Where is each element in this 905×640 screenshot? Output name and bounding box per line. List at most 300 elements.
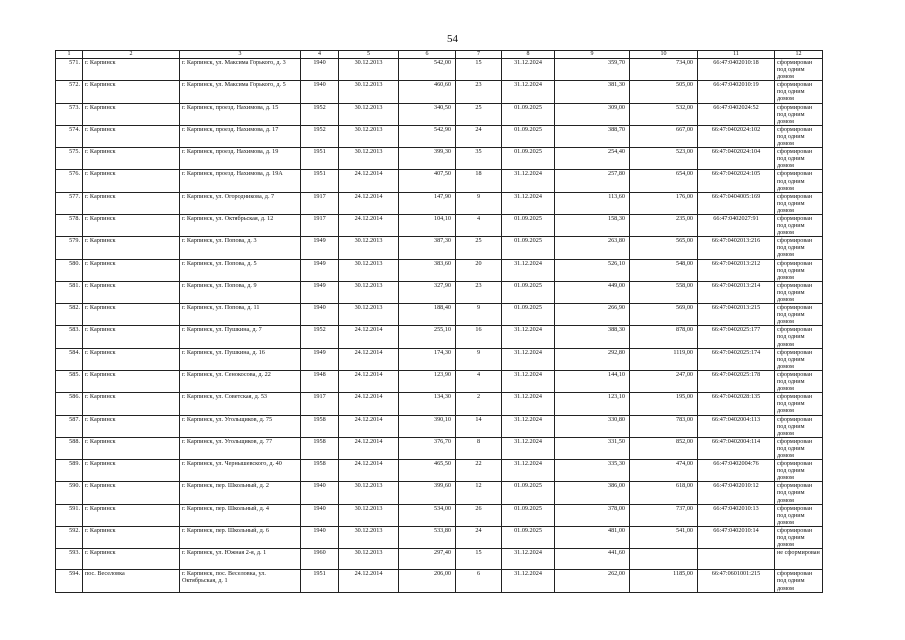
- table-row: [56, 81, 823, 103]
- cell-land-area: 235,00: [630, 214, 698, 236]
- cell-status: сформирован под одним домом: [775, 281, 823, 303]
- cell-date: 30.12.2013: [339, 59, 399, 81]
- table-row: [56, 304, 823, 326]
- cell-living-area: 526,10: [555, 259, 630, 281]
- cell-year: 1958: [301, 437, 339, 459]
- cell-year: 1917: [301, 214, 339, 236]
- cell-district: г. Карпинск: [83, 437, 180, 459]
- cell-residents: 23: [456, 281, 502, 303]
- cell-year: 1917: [301, 393, 339, 415]
- cell-living-area: 449,00: [555, 281, 630, 303]
- cell-area: 534,00: [399, 504, 456, 526]
- cell-cadastral: 66:47:0402025:178: [698, 370, 775, 392]
- cell-address: г. Карпинск, проезд. Нахимова, д. 19А: [180, 170, 301, 192]
- cell-status: сформирован под одним домом: [775, 304, 823, 326]
- cell-address: г. Карпинск, ул. Максима Горького, д. 5: [180, 81, 301, 103]
- cell-num: 572.: [56, 81, 83, 103]
- cell-status: сформирован под одним домом: [775, 59, 823, 81]
- cell-deadline: 01.09.2025: [502, 304, 555, 326]
- cell-num: 591.: [56, 504, 83, 526]
- cell-land-area: 505,00: [630, 81, 698, 103]
- table-row: [56, 125, 823, 147]
- cell-address: г. Карпинск, ул. Угольщиков, д. 75: [180, 415, 301, 437]
- cell-area: 387,30: [399, 237, 456, 259]
- cell-land-area: 569,00: [630, 304, 698, 326]
- cell-land-area: 783,00: [630, 415, 698, 437]
- cell-address: г. Карпинск, ул. Южная 2-я, д. 1: [180, 549, 301, 570]
- cell-date: 30.12.2013: [339, 304, 399, 326]
- cell-land-area: 195,00: [630, 393, 698, 415]
- table-row: [56, 59, 823, 81]
- cell-num: 587.: [56, 415, 83, 437]
- cell-cadastral: 66:47:0402013:212: [698, 259, 775, 281]
- cell-cadastral: 66:47:0601001:215: [698, 570, 775, 592]
- cell-address: г. Карпинск, ул. Максима Горького, д. 3: [180, 59, 301, 81]
- page-number: 54: [447, 33, 458, 45]
- cell-cadastral: 66:47:0402013:214: [698, 281, 775, 303]
- cell-address: г. Карпинск, проезд. Нахимова, д. 19: [180, 148, 301, 170]
- cell-area: 383,60: [399, 259, 456, 281]
- table-row: [56, 148, 823, 170]
- cell-land-area: 852,00: [630, 437, 698, 459]
- cell-status: сформирован под одним домом: [775, 81, 823, 103]
- cell-date: 30.12.2013: [339, 148, 399, 170]
- table-row: [56, 437, 823, 459]
- cell-residents: 15: [456, 59, 502, 81]
- cell-cadastral: 66:47:0404005:169: [698, 192, 775, 214]
- cell-status: сформирован под одним домом: [775, 437, 823, 459]
- cell-residents: 25: [456, 103, 502, 125]
- cell-district: пос. Веселовка: [83, 570, 180, 592]
- cell-land-area: 176,00: [630, 192, 698, 214]
- cell-land-area: 654,00: [630, 170, 698, 192]
- table-row: [56, 326, 823, 348]
- cell-address: г. Карпинск, ул. Пушкина, д. 16: [180, 348, 301, 370]
- cell-living-area: 386,00: [555, 482, 630, 504]
- cell-living-area: 378,00: [555, 504, 630, 526]
- cell-num: 594.: [56, 570, 83, 592]
- cell-residents: 35: [456, 148, 502, 170]
- cell-address: г. Карпинск, проезд. Нахимова, д. 15: [180, 103, 301, 125]
- cell-living-area: 309,00: [555, 103, 630, 125]
- cell-num: 588.: [56, 437, 83, 459]
- cell-area: 255,10: [399, 326, 456, 348]
- cell-date: 24.12.2014: [339, 326, 399, 348]
- cell-area: 297,40: [399, 549, 456, 570]
- cell-cadastral: 66:47:0402010:12: [698, 482, 775, 504]
- cell-land-area: 734,00: [630, 59, 698, 81]
- cell-status: сформирован под одним домом: [775, 170, 823, 192]
- cell-cadastral: 66:47:0402025:174: [698, 348, 775, 370]
- cell-num: 579.: [56, 237, 83, 259]
- cell-year: 1940: [301, 482, 339, 504]
- cell-year: 1949: [301, 281, 339, 303]
- cell-cadastral: 66:47:0402028:135: [698, 393, 775, 415]
- cell-deadline: 31.12.2024: [502, 192, 555, 214]
- cell-cadastral: [698, 549, 775, 570]
- cell-deadline: 31.12.2024: [502, 549, 555, 570]
- cell-year: 1951: [301, 148, 339, 170]
- cell-deadline: 31.12.2024: [502, 81, 555, 103]
- cell-status: сформирован под одним домом: [775, 393, 823, 415]
- cell-area: 399,30: [399, 148, 456, 170]
- cell-date: 24.12.2014: [339, 370, 399, 392]
- cell-living-area: 144,10: [555, 370, 630, 392]
- cell-deadline: 01.09.2025: [502, 237, 555, 259]
- column-number-7: 7: [456, 51, 502, 59]
- cell-deadline: 31.12.2024: [502, 348, 555, 370]
- cell-area: 376,70: [399, 437, 456, 459]
- column-number-12: 12: [775, 51, 823, 59]
- column-number-8: 8: [502, 51, 555, 59]
- cell-deadline: 31.12.2024: [502, 460, 555, 482]
- cell-year: 1940: [301, 304, 339, 326]
- table-row: [56, 504, 823, 526]
- cell-land-area: 737,00: [630, 504, 698, 526]
- cell-area: 407,50: [399, 170, 456, 192]
- cell-district: г. Карпинск: [83, 482, 180, 504]
- cell-status: сформирован под одним домом: [775, 259, 823, 281]
- cell-status: сформирован под одним домом: [775, 504, 823, 526]
- cell-area: 460,60: [399, 81, 456, 103]
- cell-num: 585.: [56, 370, 83, 392]
- table-row: [56, 482, 823, 504]
- cell-num: 573.: [56, 103, 83, 125]
- cell-deadline: 01.09.2025: [502, 103, 555, 125]
- cell-date: 24.12.2014: [339, 214, 399, 236]
- cell-residents: 9: [456, 304, 502, 326]
- cell-district: г. Карпинск: [83, 125, 180, 147]
- cell-address: г. Карпинск, пер. Школьный, д. 4: [180, 504, 301, 526]
- cell-status: сформирован под одним домом: [775, 148, 823, 170]
- cell-date: 30.12.2013: [339, 549, 399, 570]
- cell-num: 571.: [56, 59, 83, 81]
- cell-district: г. Карпинск: [83, 192, 180, 214]
- cell-district: г. Карпинск: [83, 103, 180, 125]
- column-number-6: 6: [399, 51, 456, 59]
- cell-num: 592.: [56, 526, 83, 548]
- cell-year: 1949: [301, 348, 339, 370]
- cell-year: 1949: [301, 259, 339, 281]
- table-row: [56, 415, 823, 437]
- cell-num: 586.: [56, 393, 83, 415]
- table-row: [56, 370, 823, 392]
- table-row: [56, 214, 823, 236]
- cell-cadastral: 66:47:0402024:105: [698, 170, 775, 192]
- cell-deadline: 01.09.2025: [502, 281, 555, 303]
- cell-area: 174,30: [399, 348, 456, 370]
- column-number-10: 10: [630, 51, 698, 59]
- cell-num: 577.: [56, 192, 83, 214]
- cell-area: 123,90: [399, 370, 456, 392]
- cell-residents: 24: [456, 526, 502, 548]
- cell-area: 147,90: [399, 192, 456, 214]
- cell-district: г. Карпинск: [83, 304, 180, 326]
- housing-register-table: [55, 50, 823, 593]
- cell-living-area: 266,90: [555, 304, 630, 326]
- cell-status: сформирован под одним домом: [775, 326, 823, 348]
- cell-year: 1960: [301, 549, 339, 570]
- cell-cadastral: 66:47:0402024:104: [698, 148, 775, 170]
- cell-residents: 15: [456, 549, 502, 570]
- cell-deadline: 31.12.2024: [502, 170, 555, 192]
- cell-cadastral: 66:47:0402024:102: [698, 125, 775, 147]
- cell-residents: 12: [456, 482, 502, 504]
- cell-num: 581.: [56, 281, 83, 303]
- table-row: [56, 103, 823, 125]
- cell-date: 30.12.2013: [339, 259, 399, 281]
- cell-date: 24.12.2014: [339, 570, 399, 592]
- cell-year: 1951: [301, 170, 339, 192]
- cell-cadastral: 66:47:0402010:18: [698, 59, 775, 81]
- cell-cadastral: 66:47:0402013:216: [698, 237, 775, 259]
- cell-year: 1948: [301, 370, 339, 392]
- cell-land-area: 878,00: [630, 326, 698, 348]
- table-row: [56, 549, 823, 570]
- column-number-1: 1: [56, 51, 83, 59]
- cell-area: 465,50: [399, 460, 456, 482]
- cell-num: 578.: [56, 214, 83, 236]
- cell-address: г. Карпинск, ул. Огородникова, д. 7: [180, 192, 301, 214]
- cell-address: г. Карпинск, ул. Чернышевского, д. 40: [180, 460, 301, 482]
- cell-living-area: 158,30: [555, 214, 630, 236]
- cell-status: сформирован под одним домом: [775, 415, 823, 437]
- cell-deadline: 31.12.2024: [502, 415, 555, 437]
- cell-area: 327,90: [399, 281, 456, 303]
- cell-num: 590.: [56, 482, 83, 504]
- cell-deadline: 31.12.2024: [502, 59, 555, 81]
- cell-year: 1952: [301, 125, 339, 147]
- cell-residents: 23: [456, 81, 502, 103]
- cell-year: 1917: [301, 192, 339, 214]
- table-row: [56, 281, 823, 303]
- cell-residents: 24: [456, 125, 502, 147]
- cell-date: 30.12.2013: [339, 504, 399, 526]
- cell-status: сформирован под одним домом: [775, 348, 823, 370]
- cell-year: 1958: [301, 415, 339, 437]
- cell-land-area: 532,00: [630, 103, 698, 125]
- cell-area: 533,80: [399, 526, 456, 548]
- cell-cadastral: 66:47:0402004:113: [698, 415, 775, 437]
- cell-living-area: 335,30: [555, 460, 630, 482]
- cell-num: 584.: [56, 348, 83, 370]
- cell-area: 188,40: [399, 304, 456, 326]
- cell-date: 30.12.2013: [339, 81, 399, 103]
- cell-residents: 9: [456, 348, 502, 370]
- cell-residents: 4: [456, 370, 502, 392]
- cell-living-area: 359,70: [555, 59, 630, 81]
- cell-status: сформирован под одним домом: [775, 526, 823, 548]
- cell-address: г. Карпинск, ул. Пушкина, д. 7: [180, 326, 301, 348]
- cell-deadline: 31.12.2024: [502, 259, 555, 281]
- cell-residents: 4: [456, 214, 502, 236]
- table-row: [56, 237, 823, 259]
- column-number-4: 4: [301, 51, 339, 59]
- cell-year: 1958: [301, 460, 339, 482]
- cell-district: г. Карпинск: [83, 393, 180, 415]
- cell-cadastral: 66:47:0402010:19: [698, 81, 775, 103]
- cell-date: 24.12.2014: [339, 192, 399, 214]
- cell-cadastral: 66:47:0402004:76: [698, 460, 775, 482]
- cell-residents: 14: [456, 415, 502, 437]
- cell-cadastral: 66:47:0402010:14: [698, 526, 775, 548]
- cell-land-area: 1119,00: [630, 348, 698, 370]
- cell-address: г. Карпинск, пер. Школьный, д. 2: [180, 482, 301, 504]
- cell-living-area: 257,80: [555, 170, 630, 192]
- cell-living-area: 254,40: [555, 148, 630, 170]
- cell-num: 576.: [56, 170, 83, 192]
- cell-residents: 8: [456, 437, 502, 459]
- cell-date: 30.12.2013: [339, 237, 399, 259]
- cell-date: 30.12.2013: [339, 103, 399, 125]
- cell-address: г. Карпинск, пос. Веселовка, ул. Октябрьская, д. 1: [180, 570, 301, 592]
- cell-address: г. Карпинск, проезд. Нахимова, д. 17: [180, 125, 301, 147]
- cell-date: 24.12.2014: [339, 170, 399, 192]
- cell-residents: 22: [456, 460, 502, 482]
- cell-land-area: 565,00: [630, 237, 698, 259]
- cell-date: 24.12.2014: [339, 460, 399, 482]
- column-number-5: 5: [339, 51, 399, 59]
- cell-area: 399,60: [399, 482, 456, 504]
- cell-address: г. Карпинск, ул. Октябрьская, д. 12: [180, 214, 301, 236]
- cell-date: 30.12.2013: [339, 482, 399, 504]
- cell-num: 583.: [56, 326, 83, 348]
- table-row: [56, 170, 823, 192]
- cell-district: г. Карпинск: [83, 81, 180, 103]
- cell-land-area: 541,00: [630, 526, 698, 548]
- cell-district: г. Карпинск: [83, 148, 180, 170]
- cell-cadastral: 66:47:0402013:215: [698, 304, 775, 326]
- cell-land-area: 1185,00: [630, 570, 698, 592]
- cell-land-area: 247,00: [630, 370, 698, 392]
- cell-status: сформирован под одним домом: [775, 103, 823, 125]
- cell-num: 589.: [56, 460, 83, 482]
- cell-area: 542,00: [399, 59, 456, 81]
- cell-num: 575.: [56, 148, 83, 170]
- cell-district: г. Карпинск: [83, 259, 180, 281]
- cell-date: 24.12.2014: [339, 393, 399, 415]
- cell-year: 1940: [301, 526, 339, 548]
- cell-year: 1940: [301, 59, 339, 81]
- cell-land-area: 558,00: [630, 281, 698, 303]
- table-row: [56, 259, 823, 281]
- cell-living-area: 388,30: [555, 326, 630, 348]
- cell-status: сформирован под одним домом: [775, 460, 823, 482]
- cell-land-area: 523,00: [630, 148, 698, 170]
- cell-status: сформирован под одним домом: [775, 570, 823, 592]
- cell-district: г. Карпинск: [83, 214, 180, 236]
- cell-cadastral: 66:47:0402004:114: [698, 437, 775, 459]
- cell-deadline: 01.09.2025: [502, 214, 555, 236]
- cell-living-area: 292,80: [555, 348, 630, 370]
- cell-residents: 18: [456, 170, 502, 192]
- cell-residents: 2: [456, 393, 502, 415]
- cell-district: г. Карпинск: [83, 348, 180, 370]
- cell-num: 574.: [56, 125, 83, 147]
- table-row: [56, 393, 823, 415]
- cell-district: г. Карпинск: [83, 370, 180, 392]
- cell-date: 30.12.2013: [339, 281, 399, 303]
- cell-living-area: 330,80: [555, 415, 630, 437]
- table-row: [56, 348, 823, 370]
- cell-year: 1940: [301, 81, 339, 103]
- cell-status: сформирован под одним домом: [775, 237, 823, 259]
- cell-area: 206,00: [399, 570, 456, 592]
- cell-date: 24.12.2014: [339, 415, 399, 437]
- cell-year: 1952: [301, 326, 339, 348]
- cell-status: сформирован под одним домом: [775, 125, 823, 147]
- cell-date: 24.12.2014: [339, 437, 399, 459]
- cell-year: 1952: [301, 103, 339, 125]
- cell-deadline: 31.12.2024: [502, 570, 555, 592]
- cell-district: г. Карпинск: [83, 549, 180, 570]
- cell-residents: 16: [456, 326, 502, 348]
- cell-date: 24.12.2014: [339, 348, 399, 370]
- cell-deadline: 01.09.2025: [502, 504, 555, 526]
- cell-living-area: 123,10: [555, 393, 630, 415]
- cell-area: 542,90: [399, 125, 456, 147]
- column-number-9: 9: [555, 51, 630, 59]
- cell-address: г. Карпинск, ул. Попова, д. 5: [180, 259, 301, 281]
- cell-status: сформирован под одним домом: [775, 370, 823, 392]
- cell-living-area: 113,60: [555, 192, 630, 214]
- cell-address: г. Карпинск, ул. Советская, д. 53: [180, 393, 301, 415]
- cell-district: г. Карпинск: [83, 526, 180, 548]
- cell-district: г. Карпинск: [83, 281, 180, 303]
- cell-year: 1940: [301, 504, 339, 526]
- cell-living-area: 441,60: [555, 549, 630, 570]
- column-number-row: [56, 51, 823, 59]
- cell-district: г. Карпинск: [83, 504, 180, 526]
- cell-area: 340,50: [399, 103, 456, 125]
- table-row: [56, 192, 823, 214]
- cell-address: г. Карпинск, пер. Школьный, д. 6: [180, 526, 301, 548]
- cell-district: г. Карпинск: [83, 59, 180, 81]
- cell-address: г. Карпинск, ул. Попова, д. 11: [180, 304, 301, 326]
- cell-status: сформирован под одним домом: [775, 192, 823, 214]
- cell-district: г. Карпинск: [83, 237, 180, 259]
- cell-status: не сформирован: [775, 549, 823, 570]
- cell-deadline: 31.12.2024: [502, 370, 555, 392]
- cell-address: г. Карпинск, ул. Попова, д. 3: [180, 237, 301, 259]
- cell-num: 582.: [56, 304, 83, 326]
- column-number-3: 3: [180, 51, 301, 59]
- cell-area: 134,30: [399, 393, 456, 415]
- cell-deadline: 01.09.2025: [502, 125, 555, 147]
- cell-year: 1951: [301, 570, 339, 592]
- cell-land-area: 618,00: [630, 482, 698, 504]
- cell-living-area: 263,80: [555, 237, 630, 259]
- cell-address: г. Карпинск, ул. Угольщиков, д. 77: [180, 437, 301, 459]
- cell-year: 1949: [301, 237, 339, 259]
- cell-district: г. Карпинск: [83, 170, 180, 192]
- cell-address: г. Карпинск, ул. Сенокосова, д. 22: [180, 370, 301, 392]
- cell-district: г. Карпинск: [83, 460, 180, 482]
- column-number-2: 2: [83, 51, 180, 59]
- cell-address: г. Карпинск, ул. Попова, д. 9: [180, 281, 301, 303]
- table-row: [56, 526, 823, 548]
- cell-status: сформирован под одним домом: [775, 214, 823, 236]
- cell-land-area: 667,00: [630, 125, 698, 147]
- cell-deadline: 31.12.2024: [502, 393, 555, 415]
- cell-land-area: 474,00: [630, 460, 698, 482]
- cell-cadastral: 66:47:0402025:177: [698, 326, 775, 348]
- cell-land-area: [630, 549, 698, 570]
- cell-cadastral: 66:47:0402027:91: [698, 214, 775, 236]
- cell-residents: 20: [456, 259, 502, 281]
- cell-area: 104,10: [399, 214, 456, 236]
- column-number-11: 11: [698, 51, 775, 59]
